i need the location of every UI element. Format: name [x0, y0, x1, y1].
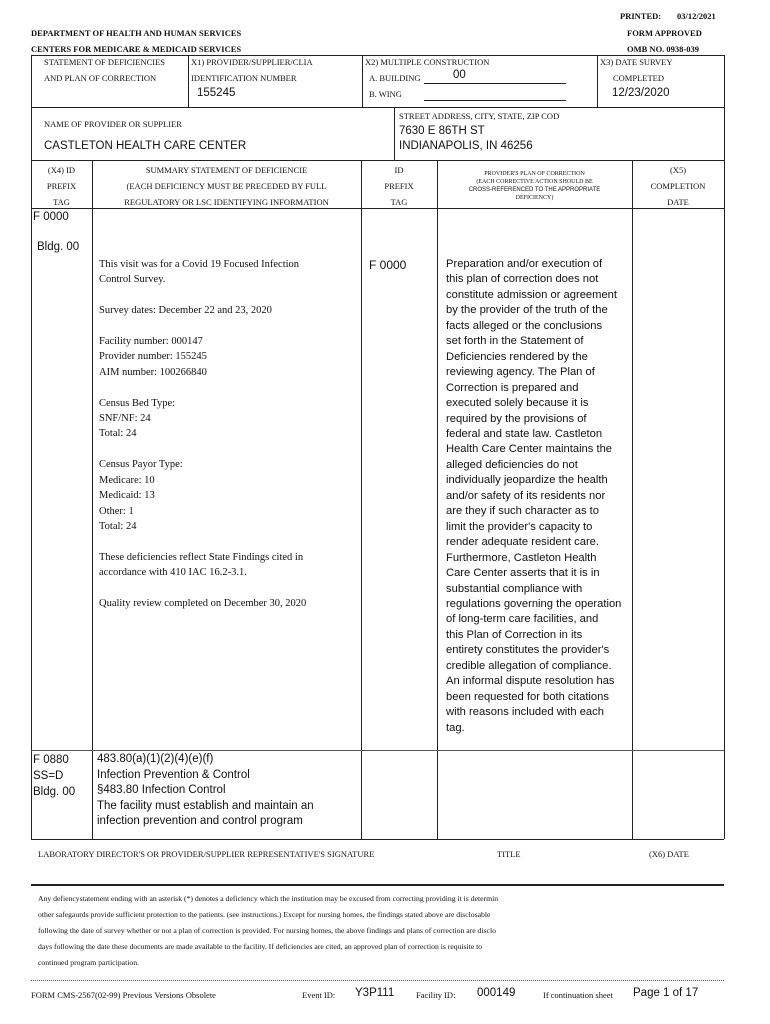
plan-header-line3: CROSS-REFERENCED TO THE APPROPRIATE [468, 187, 601, 193]
x5-header-line2: COMPLETION [650, 181, 706, 191]
col-id-divider [437, 160, 438, 839]
facility-id-value: 000149 [477, 987, 516, 999]
survey-date-value: 12/23/2020 [612, 87, 670, 99]
provider-box-right-border [724, 107, 725, 160]
row-divider [31, 750, 724, 751]
facility-id-label: Facility ID: [416, 990, 456, 1000]
col-summary-divider [361, 160, 362, 839]
provider-name-label: NAME OF PROVIDER OR SUPPLIER [44, 119, 182, 129]
id-header-line1: ID [394, 165, 404, 175]
x2-label: X2) MULTIPLE CONSTRUCTION [365, 57, 490, 67]
building-value: 00 [453, 69, 466, 81]
continuation-label: If continuation sheet [543, 990, 613, 1000]
id-header-line2: PREFIX [384, 181, 414, 191]
x4-header-line2: PREFIX [46, 181, 77, 191]
x1-divider [188, 55, 189, 107]
table-bottom-border [31, 839, 724, 840]
statement-label: STATEMENT OF DEFICIENCIES [44, 57, 166, 67]
summary-header-line1: SUMMARY STATEMENT OF DEFICIENCIE [145, 165, 308, 175]
x4-header-line3: TAG [53, 197, 70, 207]
notice-line2: other safegaurds provide sufficient protection to the patients. (see instructions.) Except for nursing homes, the findings stated above are disclosable [38, 910, 491, 919]
wing-underline [424, 100, 566, 101]
notice-line5: continued program participation. [38, 958, 139, 967]
x3-divider [597, 55, 598, 107]
signature-label: LABORATORY DIRECTOR'S OR PROVIDER/SUPPLIER REPRESENTATIVE'S SIGNATURE [38, 849, 375, 859]
omb-number: OMB NO. 0938-039 [627, 44, 700, 54]
row1-building: Bldg. 00 [37, 241, 80, 253]
printed-label: PRINTED: [620, 11, 662, 21]
provider-box-left-border [31, 107, 32, 160]
department-title: DEPARTMENT OF HEALTH AND HUMAN SERVICES [31, 28, 242, 38]
row2-tag: F 0880 SS=D Bldg. 00 [33, 754, 76, 798]
provider-name-value: CASTLETON HEALTH CARE CENTER [44, 140, 247, 152]
x5-header-line3: DATE [667, 197, 689, 207]
provider-box-split [394, 107, 395, 160]
col-plan-divider [632, 160, 633, 839]
table-right-border [724, 160, 725, 839]
wing-label: B. WING [369, 89, 402, 99]
summary-header-line2: (EACH DEFICIENCY MUST BE PRECEDED BY FULL [126, 181, 327, 191]
title-label: TITLE [497, 849, 521, 859]
row1-plan-tag: F 0000 [369, 258, 407, 272]
notice-line3: following the date of survey whether or not a plan of correction is provided. For nursing homes, the above findings and plans of correction are disclo [38, 926, 496, 935]
top-box-left-border [31, 55, 32, 107]
centers-title: CENTERS FOR MEDICARE & MEDICAID SERVICES [31, 44, 242, 54]
building-underline [424, 83, 566, 84]
address-line1: 7630 E 86TH ST [399, 125, 485, 137]
plan-label: AND PLAN OF CORRECTION [44, 73, 157, 83]
event-id-value: Y3P111 [355, 987, 395, 999]
event-id-label: Event ID: [302, 990, 336, 1000]
top-box-right-border [724, 55, 725, 107]
row2-summary-text: 483.80(a)(1)(2)(4)(e)(f) Infection Prevention & Control §483.80 Infection Control The facility must establish and maintain an infection prevention and control program [97, 753, 314, 827]
column-header-divider [31, 208, 724, 209]
provider-box-divider [31, 160, 724, 161]
notice-line1: Any defiencystatement ending with an asterisk (*) denotes a deficiency which the institution may be excused from correcting providing it is determin [38, 894, 499, 903]
building-label: A. BUILDING [369, 73, 421, 83]
x5-header-line1: (X5) [669, 165, 687, 175]
notice-line4: days following the date these documents are made available to the facility. If deficiencies are cited, an approved plan of correction is requisite to [38, 942, 483, 951]
address-label: STREET ADDRESS, CITY, STATE, ZIP COD [399, 111, 560, 121]
summary-header-line3: REGULATORY OR LSC IDENTIFYING INFORMATION [124, 197, 329, 207]
date-label: (X6) DATE [649, 849, 689, 859]
address-line2: INDIANAPOLIS, IN 46256 [399, 140, 533, 152]
row1-summary-text: This visit was for a Covid 19 Focused Infection Control Survey. Survey dates: December 22 and 23, 2020 Facility number: 000147 Provider number: 155245 AIM number: 100266840 Census Bed Type: SNF/NF: 24 Total: 24 Census Payor Type: Medicare: 10 Medicaid: 13 Other: 1 Total: 24 These deficiencies reflect State Findings cited in accordance with 410 IAC 16.2-3.1. Quality review completed on December 30, 2020 [99, 259, 307, 609]
table-left-border [31, 160, 32, 839]
top-box-border [31, 55, 724, 56]
id-header-line3: TAG [390, 197, 408, 207]
plan-header-line2: (EACH CORRECTIVE ACTION SHOULD BE [476, 179, 593, 185]
completed-label: COMPLETED [613, 73, 664, 83]
plan-header-line1: PROVIDER'S PLAN OF CORRECTION [484, 171, 585, 177]
signature-divider [31, 884, 724, 886]
form-number: FORM CMS-2567(02-99) Previous Versions Obsolete [31, 990, 216, 1000]
row1-tag: F 0000 [33, 211, 69, 223]
col-x4-divider [92, 160, 93, 839]
identification-label: IDENTIFICATION NUMBER [191, 73, 297, 83]
x1-label: X1) PROVIDER/SUPPLIER/CLIA [191, 57, 313, 67]
plan-header-line4: DEFICIENCY) [515, 195, 554, 201]
row1-plan-text: Preparation and/or execution of this plan of correction does not constitute admission or agreement by the provider of the truth of the facts alleged or the conclusions set forth in the Statement of Deficiencies rendered by the reviewing agency. The Plan of Correction is prepared and executed solely because it is required by the provisions of federal and state law. Castleton Health Care Center maintains the alleged deficiencies do not individually jeopardize the health and/or safety of its residents nor are they if such character as to limit the provider's capacity to render adequate resident care. Furthermore, Castleton Health Care Center asserts that it is in substantial compliance with regulations governing the operation of long-term care facilities, and this Plan of Correction in its entirety constitutes the provider's credible allegation of compliance. An informal dispute resolution has been requested for both citations with reasons included with each tag. [446, 258, 622, 734]
top-box-divider [31, 107, 724, 108]
page-number: Page 1 of 17 [633, 987, 699, 999]
notice-divider [31, 980, 724, 981]
x3-label: X3) DATE SURVEY [600, 57, 673, 67]
printed-date: 03/12/2021 [677, 11, 716, 21]
provider-id-value: 155245 [197, 87, 236, 99]
form-approved: FORM APPROVED [627, 28, 702, 38]
x2-divider [362, 55, 363, 107]
x4-header-line1: (X4) ID [47, 165, 76, 175]
